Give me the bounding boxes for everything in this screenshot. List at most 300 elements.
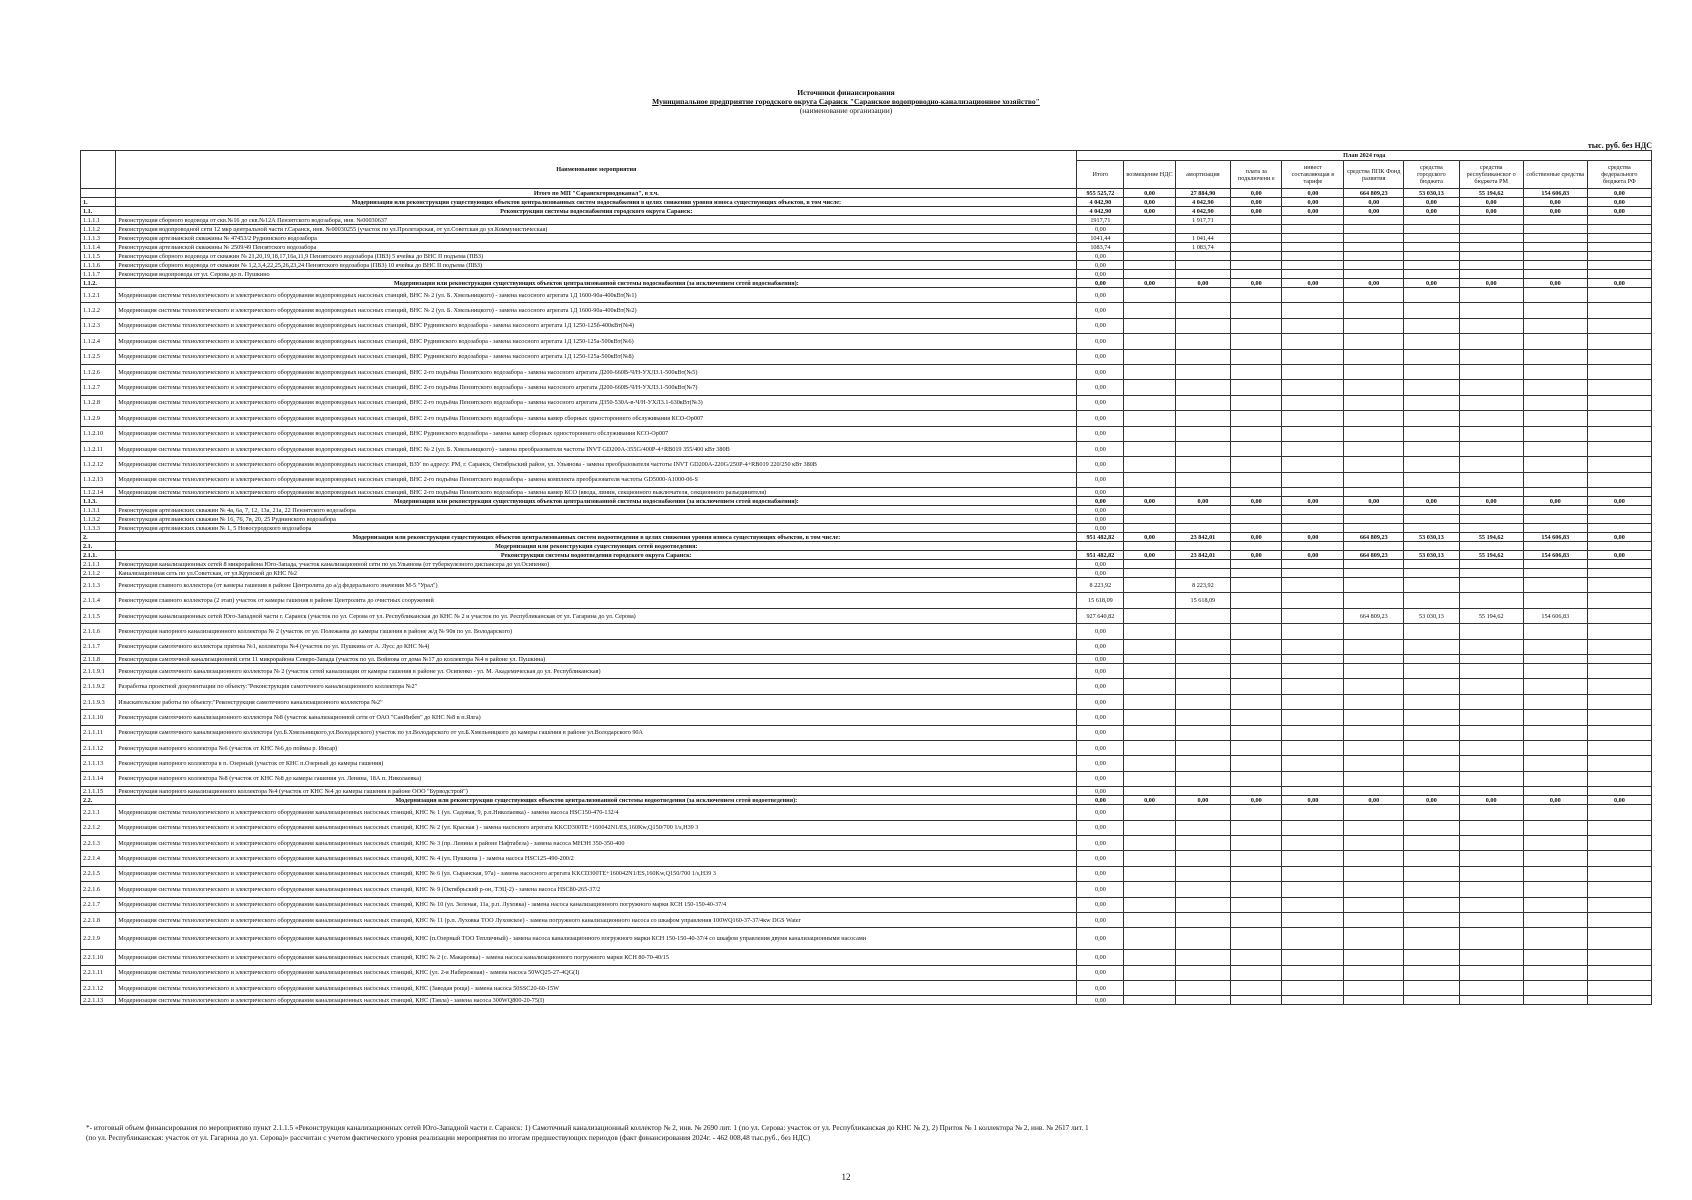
row-value: 0,00 bbox=[1231, 533, 1282, 542]
row-value bbox=[1175, 225, 1231, 234]
row-value bbox=[1124, 710, 1175, 725]
row-code: 2.1.1.7 bbox=[81, 639, 116, 654]
row-value: 0,00 bbox=[1282, 796, 1344, 805]
row-value: 0,00 bbox=[1077, 426, 1124, 441]
row-value bbox=[1523, 679, 1587, 694]
table-row bbox=[81, 441, 1652, 456]
row-value bbox=[1282, 593, 1344, 608]
row-value bbox=[1404, 506, 1460, 515]
row-value bbox=[1404, 288, 1460, 303]
row-value bbox=[1404, 710, 1460, 725]
row-code: 1.1.2.5 bbox=[81, 349, 116, 364]
row-value: 55 194,62 bbox=[1459, 533, 1523, 542]
row-value bbox=[1124, 542, 1175, 551]
table-row bbox=[81, 805, 1652, 820]
row-value bbox=[1523, 787, 1587, 796]
row-value bbox=[1282, 560, 1344, 569]
row-value: 0,00 bbox=[1404, 198, 1460, 207]
table-row bbox=[81, 395, 1652, 410]
row-value bbox=[1459, 740, 1523, 755]
row-value bbox=[1459, 805, 1523, 820]
row-code: 1.1.2.12 bbox=[81, 457, 116, 472]
row-value bbox=[1231, 426, 1282, 441]
row-value bbox=[1459, 593, 1523, 608]
row-value bbox=[1523, 349, 1587, 364]
row-value bbox=[1459, 578, 1523, 593]
row-code: 2.1.1.9.2 bbox=[81, 679, 116, 694]
row-value bbox=[1404, 395, 1460, 410]
row-value bbox=[1282, 234, 1344, 243]
row-code: 2.1. bbox=[81, 542, 116, 551]
row-name: Модернизация системы технологического и электрического оборудования канализационных насосных станций, КНС № 10 (ул. Зеленая, 11а, р.п. Луховка) - замена насоса канализационного погружного марки КСН 150-150-40-37/4 bbox=[116, 897, 1077, 912]
row-value: 0,00 bbox=[1344, 279, 1404, 288]
row-value bbox=[1282, 225, 1344, 234]
row-value bbox=[1124, 349, 1175, 364]
row-value: 0,00 bbox=[1077, 771, 1124, 786]
row-value: 0,00 bbox=[1077, 472, 1124, 487]
table-row bbox=[81, 261, 1652, 270]
row-value: 0,00 bbox=[1459, 497, 1523, 506]
row-value bbox=[1124, 364, 1175, 379]
row-value bbox=[1175, 380, 1231, 395]
row-code: 2.1.1.4 bbox=[81, 593, 116, 608]
row-value bbox=[1231, 624, 1282, 639]
document-title: Источники финансирования bbox=[797, 88, 895, 97]
row-value bbox=[1404, 225, 1460, 234]
row-value bbox=[1175, 441, 1231, 456]
row-value bbox=[1124, 395, 1175, 410]
row-value bbox=[1282, 608, 1344, 623]
row-value bbox=[1344, 506, 1404, 515]
table-row bbox=[81, 569, 1652, 578]
row-value bbox=[1175, 303, 1231, 318]
row-code: 2.2.1.13 bbox=[81, 996, 116, 1005]
row-code: 2.2.1.2 bbox=[81, 820, 116, 835]
row-value bbox=[1404, 694, 1460, 709]
row-value bbox=[1175, 835, 1231, 850]
row-value bbox=[1231, 655, 1282, 664]
row-value bbox=[1459, 364, 1523, 379]
table-row bbox=[81, 608, 1652, 623]
row-value bbox=[1124, 950, 1175, 965]
row-code: 2.1.1.13 bbox=[81, 756, 116, 771]
row-value bbox=[1523, 965, 1587, 980]
row-value: 0,00 bbox=[1587, 189, 1651, 198]
row-value bbox=[1587, 835, 1651, 850]
row-value bbox=[1231, 981, 1282, 996]
row-value bbox=[1404, 771, 1460, 786]
row-value: 0,00 bbox=[1077, 694, 1124, 709]
row-value: 0,00 bbox=[1175, 796, 1231, 805]
row-value bbox=[1175, 912, 1231, 927]
table-row bbox=[81, 334, 1652, 349]
row-value: 0,00 bbox=[1077, 279, 1124, 288]
row-value bbox=[1523, 710, 1587, 725]
row-value: 0,00 bbox=[1077, 252, 1124, 261]
table-row bbox=[81, 950, 1652, 965]
row-name: Реконструкция артезианской скважины № 47453/2 Руднинского водозабора bbox=[116, 234, 1077, 243]
row-value: 4 042,90 bbox=[1175, 207, 1231, 216]
row-value: 951 482,82 bbox=[1077, 533, 1124, 542]
row-value: 0,00 bbox=[1124, 189, 1175, 198]
row-code: 2.1.1.12 bbox=[81, 740, 116, 755]
row-value bbox=[1523, 928, 1587, 950]
row-value bbox=[1523, 334, 1587, 349]
row-value bbox=[1344, 965, 1404, 980]
row-code: 2.1.1.11 bbox=[81, 725, 116, 740]
table-row bbox=[81, 560, 1652, 569]
row-value bbox=[1124, 216, 1175, 225]
row-value bbox=[1459, 624, 1523, 639]
row-value bbox=[1404, 639, 1460, 654]
row-value bbox=[1231, 515, 1282, 524]
row-value bbox=[1282, 488, 1344, 497]
row-value bbox=[1459, 679, 1523, 694]
row-code: 1.1.2.10 bbox=[81, 426, 116, 441]
row-value bbox=[1404, 569, 1460, 578]
row-code: 2.2.1.6 bbox=[81, 882, 116, 897]
row-value: 0,00 bbox=[1077, 851, 1124, 866]
row-value bbox=[1459, 756, 1523, 771]
table-row bbox=[81, 866, 1652, 881]
row-name: Реконструкция канализационных сетей Юго-Западной части г. Саранск (участок по ул. Серова от ул. Республиканская до КНС № 2 и участок по ул. Республиканская от ул. Гагарина до ул. Серова) bbox=[116, 608, 1077, 623]
row-value bbox=[1282, 506, 1344, 515]
row-value bbox=[1344, 472, 1404, 487]
row-name: Реконструкция сборного водовода от скв.№16 до скв.№12А Пензятского водозабора, инв. №00030637 bbox=[116, 216, 1077, 225]
table-row bbox=[81, 189, 1652, 198]
row-value bbox=[1231, 882, 1282, 897]
row-value bbox=[1231, 560, 1282, 569]
row-value bbox=[1231, 835, 1282, 850]
row-value bbox=[1175, 851, 1231, 866]
row-value: 1917,71 bbox=[1077, 216, 1124, 225]
code-header bbox=[81, 151, 116, 189]
row-value bbox=[1175, 996, 1231, 1005]
row-value: 0,00 bbox=[1587, 279, 1651, 288]
row-value: 664 809,23 bbox=[1344, 189, 1404, 198]
row-value bbox=[1404, 624, 1460, 639]
row-name: Реконструкция канализационных сетей 8 микрорайона Юго-Запада, участок канализационной сети по ул.Ульянова (от туберкулезного диспансера до ул.Осипенко) bbox=[116, 560, 1077, 569]
row-value bbox=[1124, 655, 1175, 664]
row-value bbox=[1175, 608, 1231, 623]
row-value bbox=[1587, 897, 1651, 912]
row-value bbox=[1124, 805, 1175, 820]
row-code: 2.2.1.8 bbox=[81, 912, 116, 927]
row-name: Реконструкция артезианской скважины № 2509/49 Пензятского водозабора bbox=[116, 243, 1077, 252]
row-value bbox=[1282, 851, 1344, 866]
row-value: 0,00 bbox=[1077, 928, 1124, 950]
row-value bbox=[1175, 950, 1231, 965]
row-value: 53 030,13 bbox=[1404, 608, 1460, 623]
row-value bbox=[1175, 756, 1231, 771]
row-value bbox=[1459, 664, 1523, 679]
row-name: Модернизация или реконструкция существующих объектов централизованной системы водоотведения (за исключением сетей водоотведения): bbox=[116, 796, 1077, 805]
row-value: 0,00 bbox=[1077, 364, 1124, 379]
table-row bbox=[81, 756, 1652, 771]
row-value bbox=[1344, 515, 1404, 524]
row-value: 0,00 bbox=[1231, 551, 1282, 560]
row-value bbox=[1124, 472, 1175, 487]
row-code bbox=[81, 189, 116, 198]
row-value: 664 809,23 bbox=[1344, 608, 1404, 623]
row-value: 0,00 bbox=[1282, 198, 1344, 207]
table-row bbox=[81, 533, 1652, 542]
row-value: 0,00 bbox=[1282, 279, 1344, 288]
row-value bbox=[1587, 740, 1651, 755]
row-value bbox=[1175, 488, 1231, 497]
row-value bbox=[1404, 252, 1460, 261]
row-value bbox=[1587, 318, 1651, 333]
row-value bbox=[1587, 851, 1651, 866]
row-value bbox=[1231, 364, 1282, 379]
row-name: Итого по МП "Саранскгорводоканал", в т.ч. bbox=[116, 189, 1077, 198]
row-value: 53 030,13 bbox=[1404, 189, 1460, 198]
row-value: 0,00 bbox=[1077, 835, 1124, 850]
row-value bbox=[1282, 364, 1344, 379]
row-value bbox=[1282, 216, 1344, 225]
row-value bbox=[1282, 395, 1344, 410]
row-name: Модернизация системы технологического и электрического оборудования канализационных насосных станций, КНС (Тавла) - замена насоса 300WQ800-20-75(I) bbox=[116, 996, 1077, 1005]
row-value bbox=[1404, 488, 1460, 497]
row-value bbox=[1523, 515, 1587, 524]
row-value bbox=[1175, 981, 1231, 996]
row-value bbox=[1124, 882, 1175, 897]
row-value bbox=[1523, 506, 1587, 515]
row-value bbox=[1587, 426, 1651, 441]
row-value bbox=[1459, 243, 1523, 252]
row-value bbox=[1124, 560, 1175, 569]
row-value bbox=[1175, 288, 1231, 303]
row-code: 2.1.1.5 bbox=[81, 608, 116, 623]
table-row bbox=[81, 624, 1652, 639]
row-value bbox=[1344, 395, 1404, 410]
row-value: 0,00 bbox=[1077, 506, 1124, 515]
row-value: 0,00 bbox=[1587, 198, 1651, 207]
row-value: 23 842,01 bbox=[1175, 551, 1231, 560]
row-value bbox=[1404, 912, 1460, 927]
table-row bbox=[81, 234, 1652, 243]
row-value bbox=[1587, 441, 1651, 456]
row-value bbox=[1523, 756, 1587, 771]
row-code: 2.2.1.10 bbox=[81, 950, 116, 965]
row-value bbox=[1231, 261, 1282, 270]
row-value bbox=[1587, 578, 1651, 593]
row-value bbox=[1587, 694, 1651, 709]
row-value bbox=[1231, 912, 1282, 927]
row-value bbox=[1344, 270, 1404, 279]
row-value bbox=[1404, 866, 1460, 881]
row-value bbox=[1459, 506, 1523, 515]
row-value bbox=[1344, 725, 1404, 740]
row-value bbox=[1175, 524, 1231, 533]
row-value bbox=[1523, 882, 1587, 897]
row-value bbox=[1231, 593, 1282, 608]
row-value bbox=[1404, 515, 1460, 524]
row-value bbox=[1175, 771, 1231, 786]
row-value bbox=[1282, 835, 1344, 850]
row-value bbox=[1124, 897, 1175, 912]
row-value bbox=[1404, 426, 1460, 441]
row-code: 2.2.1.12 bbox=[81, 981, 116, 996]
row-name: Разработка проектной документации по объекту:"Реконструкция самотечного канализационного коллектора №2" bbox=[116, 679, 1077, 694]
row-value bbox=[1587, 928, 1651, 950]
row-value bbox=[1344, 787, 1404, 796]
row-value bbox=[1523, 725, 1587, 740]
row-value bbox=[1124, 569, 1175, 578]
row-value bbox=[1282, 664, 1344, 679]
row-value bbox=[1344, 234, 1404, 243]
row-value: 0,00 bbox=[1077, 866, 1124, 881]
row-code: 1.1.1.7 bbox=[81, 270, 116, 279]
row-value bbox=[1124, 261, 1175, 270]
row-code: 1.1.2.2 bbox=[81, 303, 116, 318]
row-name: Модернизация системы технологического и электрического оборудования водопроводных насосных станций, ВНС № 2 (ул. Б. Хмельницкого) - замена насосного агрегата 1Д 1600-90а-400кВт(№1) bbox=[116, 288, 1077, 303]
row-value bbox=[1587, 395, 1651, 410]
row-value bbox=[1587, 655, 1651, 664]
row-value bbox=[1175, 569, 1231, 578]
row-value bbox=[1523, 639, 1587, 654]
row-value bbox=[1523, 288, 1587, 303]
row-value bbox=[1344, 426, 1404, 441]
row-value: 1083,74 bbox=[1077, 243, 1124, 252]
row-value bbox=[1459, 216, 1523, 225]
row-name: Канализационная сеть по ул.Советская, от ул.Крупской до КНС №2 bbox=[116, 569, 1077, 578]
row-value bbox=[1587, 771, 1651, 786]
row-name: Реконструкция главного коллектора (от камеры гашения в районе Центролита до а/д федерального значения М-5 "Урал") bbox=[116, 578, 1077, 593]
row-value: 955 525,72 bbox=[1077, 189, 1124, 198]
footnote: *- итоговый объем финансирования по мероприятию пункт 2.1.1.5 «Реконструкция канализационных сетей Юго-Западной части г. Саранск: 1) Самотечный канализационный коллектор № 2, инв. № 2690 лит. 1 (по ул. Серова: участок от ул. Республиканская до КНС № 2), 2) Приток № 1 коллектора № 2, инв. № 2617 лит. 1 (по ул. Республиканская: участок от ул. Гагарина до ул. Серова)» рассчитан с учетом фактического уровня реализации мероприятия по итогам предшествующих периодов (факт финансирования 2024г. - 462 008,48 тыс.руб., без НДС) bbox=[86, 1123, 1089, 1142]
row-value bbox=[1459, 639, 1523, 654]
row-value bbox=[1282, 694, 1344, 709]
row-value bbox=[1231, 488, 1282, 497]
row-value: 53 030,13 bbox=[1404, 551, 1460, 560]
row-value bbox=[1344, 216, 1404, 225]
row-value: 0,00 bbox=[1077, 787, 1124, 796]
table-row bbox=[81, 578, 1652, 593]
row-value bbox=[1404, 334, 1460, 349]
table-row bbox=[81, 981, 1652, 996]
row-value bbox=[1124, 664, 1175, 679]
row-code: 2.1.1.8 bbox=[81, 655, 116, 664]
row-value: 15 618,09 bbox=[1077, 593, 1124, 608]
row-value: 0,00 bbox=[1124, 207, 1175, 216]
row-value bbox=[1404, 560, 1460, 569]
row-name: Модернизация системы технологического и электрического оборудования водопроводных насосных станций, ВНС 2-го подъёма Пензятского водозабора - замена камер сборных одностороннего обслуживания КСО-Ор007 bbox=[116, 411, 1077, 426]
row-name: Модернизация системы технологического и электрического оборудования канализационных насосных станций, КНС № 11 (р.п. Луховка ТОО Луховское) - замена погружного канализационного насоса со шкафом управления 100WQ160-37-37/4кw DGS Water bbox=[116, 912, 1077, 927]
row-value bbox=[1124, 756, 1175, 771]
row-code: 2.2.1.3 bbox=[81, 835, 116, 850]
row-value bbox=[1344, 524, 1404, 533]
row-value: 154 606,83 bbox=[1523, 189, 1587, 198]
row-value bbox=[1404, 897, 1460, 912]
row-value bbox=[1459, 395, 1523, 410]
row-value bbox=[1587, 805, 1651, 820]
row-value bbox=[1124, 441, 1175, 456]
row-code: 2.2.1.7 bbox=[81, 897, 116, 912]
row-value bbox=[1175, 655, 1231, 664]
row-value bbox=[1282, 866, 1344, 881]
row-value bbox=[1124, 234, 1175, 243]
row-name: Модернизация или реконструкция существующих объектов централизованных систем водоснабжения в целях снижения уровня износа существующих объектов, в том числе: bbox=[116, 198, 1077, 207]
row-value bbox=[1344, 639, 1404, 654]
row-value: 0,00 bbox=[1404, 207, 1460, 216]
row-value bbox=[1523, 441, 1587, 456]
row-name: Реконструкция главного коллектора (2 этап) участок от камеры гашения в районе Центролита до очистных сооружений bbox=[116, 593, 1077, 608]
row-value bbox=[1282, 542, 1344, 551]
row-value bbox=[1231, 457, 1282, 472]
row-value bbox=[1344, 664, 1404, 679]
table-row bbox=[81, 551, 1652, 560]
row-value bbox=[1459, 851, 1523, 866]
row-name: Модернизация системы технологического и электрического оборудования водопроводных насосных станций, ВНС Руднинского водозабора - замена насосного агрегата 1Д 1250-125а-500кВт(№8) bbox=[116, 349, 1077, 364]
row-code: 1.1.1.6 bbox=[81, 261, 116, 270]
row-value bbox=[1404, 441, 1460, 456]
row-value bbox=[1344, 243, 1404, 252]
row-value bbox=[1459, 897, 1523, 912]
row-code: 1.1.2.11 bbox=[81, 441, 116, 456]
row-value bbox=[1523, 243, 1587, 252]
row-value bbox=[1404, 851, 1460, 866]
row-value: 664 809,23 bbox=[1344, 533, 1404, 542]
row-value bbox=[1459, 261, 1523, 270]
row-name: Реконструкция напорного коллектора №6 (участок от КНС №6 до поймы р. Инсар) bbox=[116, 740, 1077, 755]
table-row bbox=[81, 851, 1652, 866]
row-name: Модернизация системы технологического и электрического оборудования водопроводных насосных станций, ВНС 2-го подъёма Пензятского водозабора - замена насосного агрегата Д200-660В-Ч/Н-УХЛ3.1-500кВт(№7) bbox=[116, 380, 1077, 395]
row-value bbox=[1231, 318, 1282, 333]
row-value bbox=[1404, 318, 1460, 333]
row-value: 4 042,90 bbox=[1077, 207, 1124, 216]
row-value bbox=[1344, 560, 1404, 569]
row-value bbox=[1523, 578, 1587, 593]
row-value bbox=[1175, 740, 1231, 755]
row-value bbox=[1282, 710, 1344, 725]
row-value bbox=[1459, 771, 1523, 786]
row-name: Модернизация системы технологического и электрического оборудования канализационных насосных станций, КНС № 9 (Октябрьский р-он, ТЭЦ-2) - замена насоса HSC80-265-37/2 bbox=[116, 882, 1077, 897]
row-name: Модернизация системы технологического и электрического оборудования водопроводных насосных станций, ВНС 2-го подъёма Пензятского водозабора - замена камер КСО (ввода, линии, секционного выключателя, секционного разъединителя) bbox=[116, 488, 1077, 497]
row-value bbox=[1587, 756, 1651, 771]
row-value bbox=[1459, 270, 1523, 279]
table-row bbox=[81, 225, 1652, 234]
row-value: 0,00 bbox=[1077, 655, 1124, 664]
row-value bbox=[1459, 472, 1523, 487]
row-value bbox=[1523, 252, 1587, 261]
row-value: 0,00 bbox=[1282, 533, 1344, 542]
row-value: 0,00 bbox=[1077, 624, 1124, 639]
row-name: Реконструкция самотечного канализационного коллектора (ул.Б.Хмельницкого,ул.Володарского) участок по ул.Володарского от ул.Б.Хмельницкого до камеры гашения в районе ул.Володарского 90А bbox=[116, 725, 1077, 740]
row-value bbox=[1587, 524, 1651, 533]
row-value bbox=[1523, 740, 1587, 755]
row-value bbox=[1175, 805, 1231, 820]
row-value: 0,00 bbox=[1077, 897, 1124, 912]
row-value bbox=[1404, 787, 1460, 796]
row-value bbox=[1282, 318, 1344, 333]
row-value: 0,00 bbox=[1124, 497, 1175, 506]
row-value bbox=[1587, 820, 1651, 835]
row-value bbox=[1523, 593, 1587, 608]
row-value bbox=[1124, 252, 1175, 261]
row-value bbox=[1523, 694, 1587, 709]
row-value bbox=[1282, 897, 1344, 912]
row-value: 951 482,82 bbox=[1077, 551, 1124, 560]
row-value bbox=[1587, 488, 1651, 497]
column-header: инвест составляющая в тарифе bbox=[1282, 161, 1344, 189]
row-value: 0,00 bbox=[1077, 488, 1124, 497]
row-value bbox=[1231, 472, 1282, 487]
row-value bbox=[1587, 411, 1651, 426]
row-value bbox=[1124, 608, 1175, 623]
row-value: 154 606,83 bbox=[1523, 608, 1587, 623]
row-value bbox=[1124, 787, 1175, 796]
